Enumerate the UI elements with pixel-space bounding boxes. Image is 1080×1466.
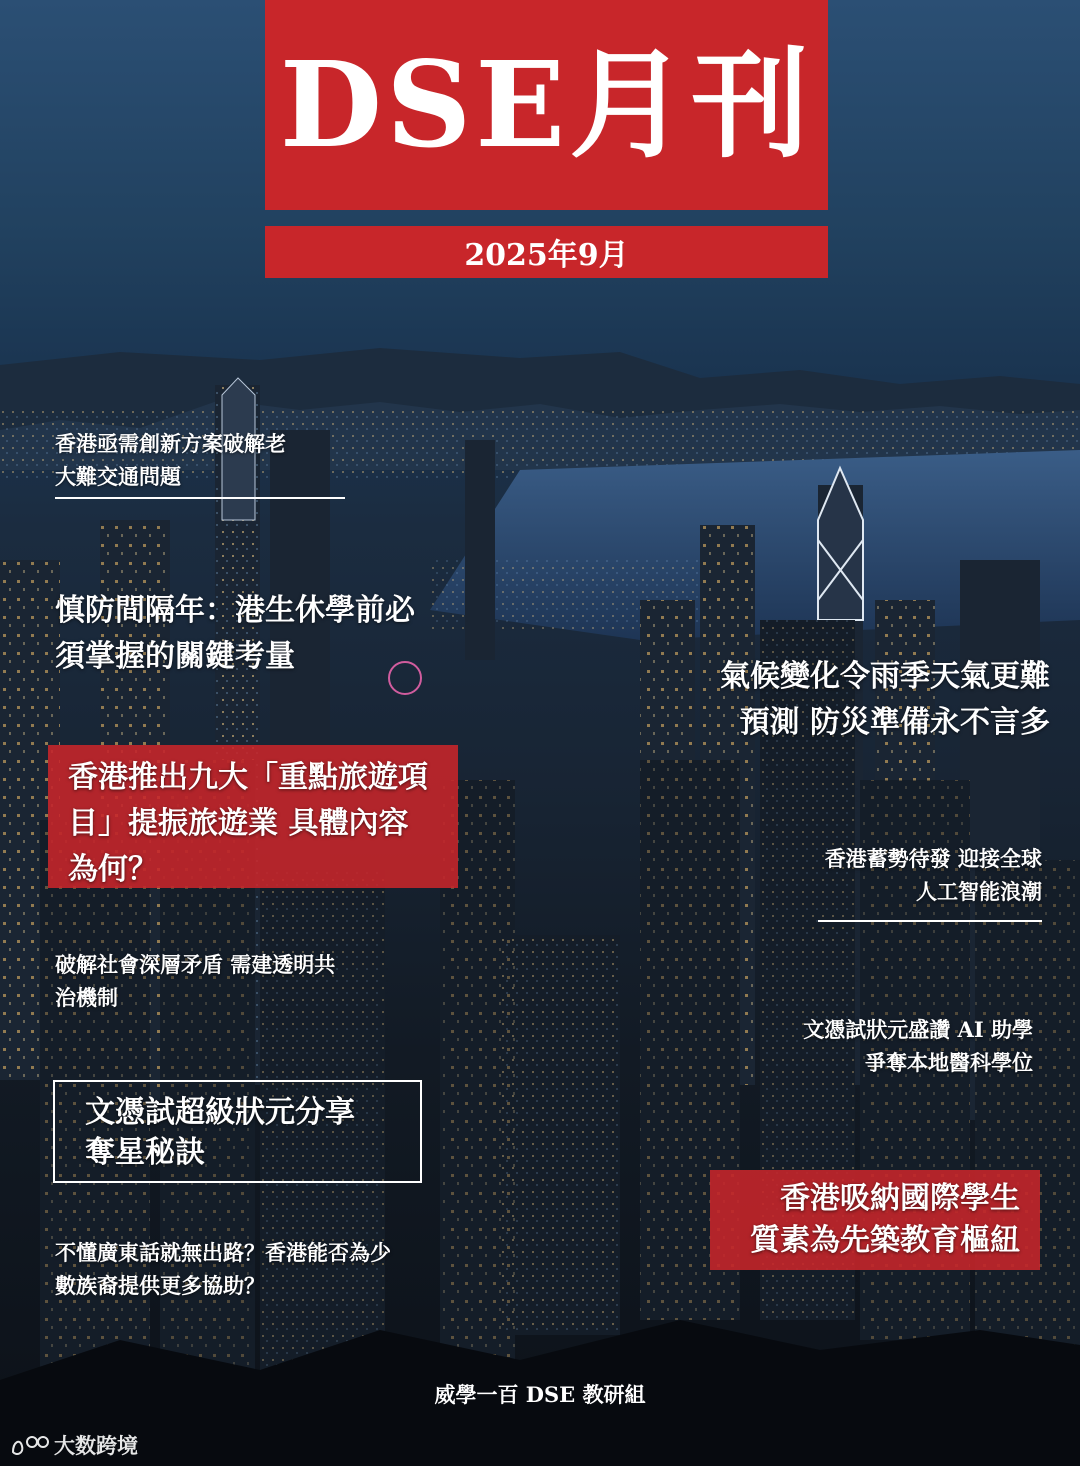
divider-rule [55,497,345,499]
headline-ai-medical: 文憑試狀元盛讚 AI 助學 爭奪本地醫科學位 [803,1017,1033,1075]
headline-gap-year: 慎防間隔年：港生休學前必 須掌握的關鍵考量 [55,593,415,674]
logo-icon [10,1432,50,1458]
headline-traffic: 香港亟需創新方案破解老 大難交通問題 [55,431,286,489]
headline-ai-wave: 香港蓄勢待發 迎接全球 人工智能浪潮 [824,846,1042,904]
issue-date: 2025年9月 [464,238,629,273]
headline-ethnic-minorities: 不懂廣東話就無出路？香港能否為少 數族裔提供更多協助？ [55,1240,391,1298]
divider-rule [818,920,1042,922]
magazine-title: DSE月刊 [279,35,814,174]
headline-tourism: 香港推出九大「重點旅遊項 目」提振旅遊業 具體內容 為何？ [68,760,428,887]
publisher-credit: 威學一百 DSE 教研組 [434,1382,646,1407]
issue-bar [265,226,828,278]
headline-top-scorer: 文憑試超級狀元分享 奪星秘訣 [85,1095,355,1170]
watermark [10,1430,138,1460]
headline-climate: 氣候變化令雨季天氣更難 預測 防災準備永不言多 [720,659,1050,740]
headline-international-students: 香港吸納國際學生 質素為先築教育樞紐 [750,1181,1020,1258]
headline-social-conflict: 破解社會深層矛盾 需建透明共 治機制 [55,952,336,1010]
watermark-text: 大数跨境 [54,1434,138,1458]
masthead [265,0,828,210]
